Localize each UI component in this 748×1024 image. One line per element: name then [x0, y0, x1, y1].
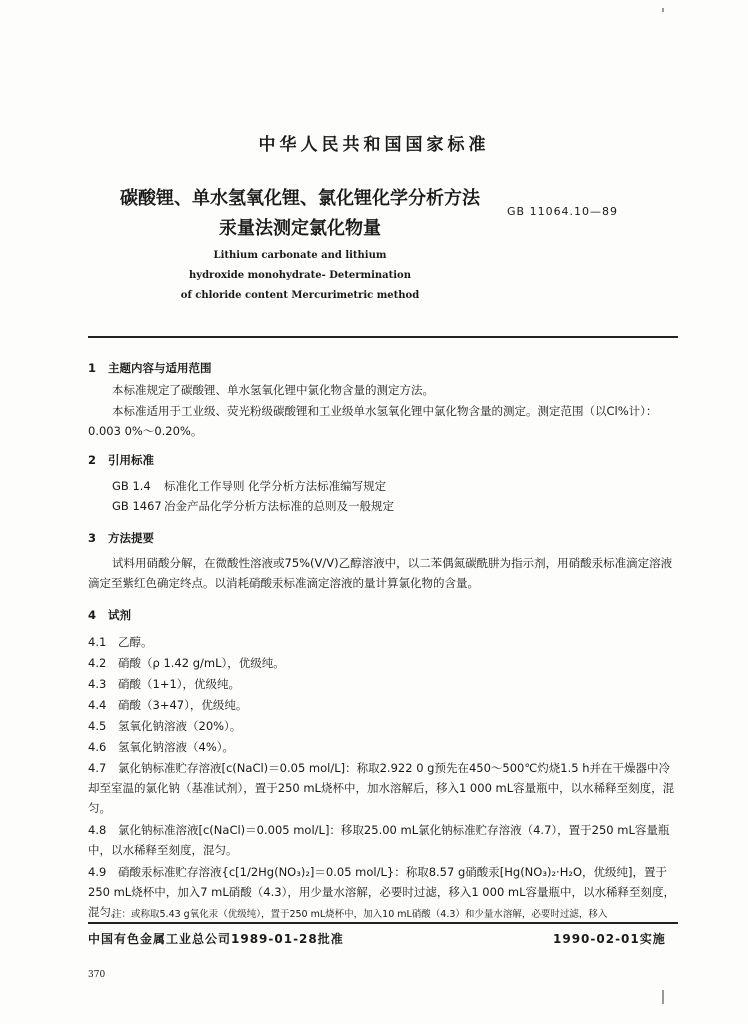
reagent-item [88, 674, 680, 694]
reference-text: 冶金产品化学分析方法标准的总则及一般规定 [164, 499, 394, 513]
section-number: 1 [88, 361, 97, 375]
section-1-heading [88, 360, 212, 376]
implementation-date: 1990-02-01实施 [553, 932, 666, 946]
section-3-heading [88, 530, 154, 546]
reagent-item [88, 737, 680, 757]
reference-item [112, 498, 394, 514]
item-text: 氯化钠标准溶液[c(NaCl)＝0.005 mol/L]：移取25.00 mL氯化钠标准贮存溶液（4.7），置于250 mL容量瓶中，以水稀释至刻度，混匀。 [88, 823, 670, 857]
item-text: 氢氧化钠溶液（4%）。 [118, 740, 234, 754]
english-title-line-2: hydroxide monohydrate- Determination [188, 270, 411, 281]
gb-code: GB 11064.10—89 [507, 205, 619, 218]
item-number: 4.3 [88, 677, 107, 691]
item-number: 4.4 [88, 698, 107, 712]
approval-text: 中国有色金属工业总公司1989-01-28批准 [88, 932, 344, 946]
item-text: 硝酸（3+47），优级纯。 [118, 698, 248, 712]
english-title-line-3: of chloride content Mercurimetric method [180, 290, 420, 301]
section-title: 主题内容与适用范围 [108, 361, 212, 375]
item-text: 氢氧化钠溶液（20%）。 [118, 719, 242, 733]
item-text: 硝酸汞标准贮存溶液{c[1/2Hg(NO₃)₂]＝0.05 mol/L}：称取8.57 g硝酸汞[Hg(NO₃)₂·H₂O，优级纯]，置于250 mL烧杯中，加入7 mL硝酸（4.3），用少量水溶解，必要时过滤，移入1 000 mL容量瓶中，以水稀释至刻度，混匀。 [88, 865, 676, 919]
reagent-item [88, 695, 680, 715]
section-number: 3 [88, 531, 97, 545]
section-1-para-2: 本标准适用于工业级、荧光粉级碳酸锂和工业级单水氢氧化锂中氯化物含量的测定。测定范围（以Cl%计）：0.003 0%～0.20%。 [88, 404, 658, 438]
reagent-item [88, 653, 680, 673]
english-title-line-1: Lithium carbonate and lithium [213, 250, 387, 261]
item-text: 硝酸（1+1），优级纯。 [118, 677, 241, 691]
item-text: 氯化钠标准贮存溶液[c(NaCl)＝0.05 mol/L]：称取2.922 0 g预先在450～500℃灼烧1.5 h并在干燥器中冷却至室温的氯化钠（基准试剂），置于250 mL烧杯中，加水溶解后，移入1 000 mL容量瓶中，以水稀释至刻度，混匀。 [88, 761, 675, 815]
item-number: 4.9 [88, 865, 107, 879]
reagent-note: 注：或称取5.43 g氧化汞（优级纯），置于250 mL烧杯中，加入10 mL硝酸（4.3）和少量水溶解，必要时过滤，移入 [112, 909, 608, 920]
section-4-heading [88, 607, 131, 623]
item-number: 4.5 [88, 719, 107, 733]
title-line-1: 碳酸锂、单水氢氧化锂、氯化锂化学分析方法 [120, 188, 480, 209]
section-number: 4 [88, 608, 97, 622]
page-number: 370 [88, 970, 106, 980]
section-number: 2 [88, 453, 97, 467]
section-title: 引用标准 [108, 453, 154, 467]
standard-name: 中华人民共和国国家标准 [258, 135, 490, 155]
header-divider [88, 336, 678, 338]
title-line-2: 汞量法测定氯化物量 [219, 218, 381, 239]
reagent-item [88, 820, 680, 860]
item-text: 乙醇。 [118, 635, 153, 649]
section-3-para: 试料用硝酸分解，在微酸性溶液或75%(V/V)乙醇溶液中，以二苯偶氮碳酰肼为指示剂，用硝酸汞标准滴定溶液滴定至紫红色确定终点。以消耗硝酸汞标准滴定溶液的量计算氯化物的含量。 [88, 556, 673, 590]
section-1-para-1: 本标准规定了碳酸锂、单水氢氧化锂中氯化物含量的测定方法。 [112, 383, 434, 397]
section-2-heading [88, 452, 154, 468]
reference-text: 标准化工作导则 化学分析方法标准编写规定 [164, 479, 387, 493]
reference-code: GB 1.4 [112, 479, 151, 493]
footer-divider [88, 922, 678, 924]
reference-item [112, 478, 386, 494]
item-number: 4.2 [88, 656, 107, 670]
item-number: 4.6 [88, 740, 107, 754]
item-number: 4.8 [88, 823, 107, 837]
item-number: 4.7 [88, 761, 107, 775]
reagent-item [88, 632, 680, 652]
item-text: 硝酸（ρ 1.42 g/mL），优级纯。 [118, 656, 285, 670]
scan-edge-mark [662, 8, 664, 12]
item-number: 4.1 [88, 635, 107, 649]
section-title: 试剂 [108, 608, 131, 622]
reagent-item [88, 716, 680, 736]
reagent-item [88, 758, 680, 818]
reference-code: GB 1467 [112, 499, 162, 513]
section-title: 方法提要 [108, 531, 154, 545]
scan-edge-mark [662, 990, 664, 1004]
